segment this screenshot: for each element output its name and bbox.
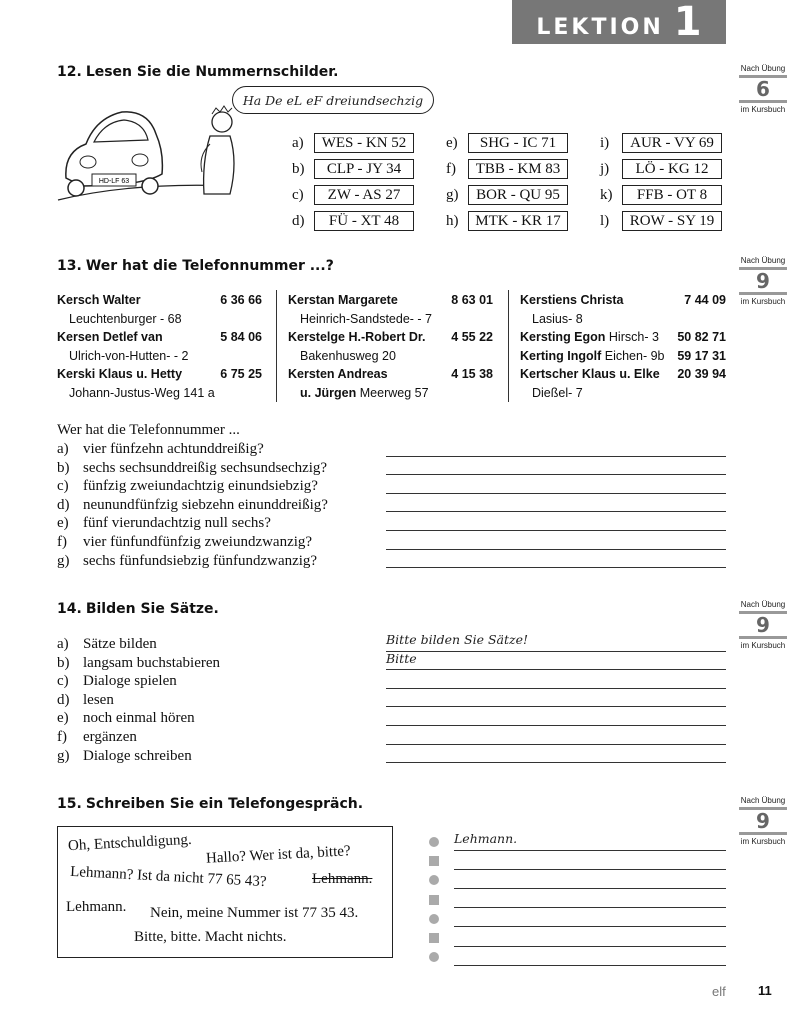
answer-line[interactable] [386, 474, 726, 494]
section-title-text: Schreiben Sie ein Telefongespräch. [85, 796, 364, 812]
entry-address: Leuchtenburger - 68 [69, 311, 182, 326]
license-plate: MTK - KR 17 [468, 211, 568, 231]
page-number: 11 [758, 983, 772, 998]
speech-bubble [232, 86, 434, 114]
answer-line[interactable] [386, 688, 726, 708]
question-text: sechs sechsunddreißig sechsundsechzig? [83, 459, 328, 476]
dialog-answer-line[interactable] [454, 869, 726, 889]
entry-number: 6 75 25 [220, 367, 262, 381]
exercise-item [57, 728, 137, 747]
headlight-icon [132, 154, 148, 166]
section-number: 12. [57, 64, 82, 80]
section-12-title [57, 64, 339, 80]
entry-number: 5 84 06 [220, 330, 262, 344]
car-illustration [52, 82, 242, 210]
section-title-text: Lesen Sie die Nummernschilder. [85, 64, 339, 80]
dialog-phrase: Lehmann. [66, 899, 127, 915]
item-letter: c) [292, 187, 304, 203]
license-plate: FÜ - XT 48 [314, 211, 414, 231]
license-plate-item [600, 211, 722, 231]
question-item [57, 477, 318, 496]
license-plate: AUR - VY 69 [622, 133, 722, 153]
answer-line[interactable]: Bitte bilden Sie Sätze! [386, 632, 726, 652]
phonebook-column-2 [288, 291, 493, 402]
column-divider [276, 290, 277, 402]
phonebook-entry [57, 365, 262, 384]
dialog-phrase: Lehmann? Ist da nicht 77 65 43? [69, 863, 267, 891]
entry-name: Kerting Ingolf [520, 348, 602, 363]
license-plate: BOR - QU 95 [468, 185, 568, 205]
lektion-label: LEKTION [536, 14, 664, 40]
exercise-item [57, 654, 220, 673]
phonebook-column-3 [520, 291, 726, 402]
entry-name: Kersting Egon [520, 330, 606, 344]
license-plate-item [292, 133, 414, 153]
item-letter: k) [600, 187, 613, 203]
dialog-answer-line[interactable] [454, 889, 726, 909]
entry-address: Lasius- 8 [532, 311, 583, 326]
circle-marker-icon [429, 914, 439, 924]
answer-line[interactable] [386, 437, 726, 457]
phonebook-entry [288, 365, 493, 384]
dialog-phrase: Oh, Entschuldigung. [67, 831, 193, 855]
entry-number: 6 36 66 [220, 293, 262, 307]
page-word: elf [712, 984, 726, 999]
question-intro: Wer hat die Telefonnummer ... [57, 422, 240, 438]
car-wheel-icon [68, 180, 84, 196]
square-marker-icon [429, 933, 439, 943]
item-letter: b) [57, 654, 70, 671]
ref-nach: Nach Übung [740, 796, 786, 805]
exercise-item [57, 709, 195, 728]
license-plate: CLP - JY 34 [314, 159, 414, 179]
item-letter: e) [57, 515, 69, 532]
dialog-phrase: Nein, meine Nummer ist 77 35 43. [150, 905, 359, 921]
license-plate-item [446, 159, 568, 179]
ref-kursbuch: im Kursbuch [740, 105, 786, 114]
license-plate-item [446, 133, 568, 153]
answer-line[interactable] [386, 744, 726, 764]
item-letter: b) [57, 459, 70, 476]
entry-address: Dießel- 7 [532, 385, 583, 400]
question-text: vier fünfundfünfzig zweiundzwanzig? [83, 534, 313, 550]
question-text: neunundfünfzig siebzehn einunddreißig? [83, 496, 328, 513]
exercise-item [57, 691, 114, 710]
entry-number: 20 39 94 [677, 367, 726, 381]
item-letter: g) [57, 552, 70, 569]
license-plate-item [292, 211, 414, 231]
entry-address: Hirsch- 3 [608, 330, 659, 344]
ref-kursbuch: im Kursbuch [740, 837, 786, 846]
exercise-item [57, 747, 192, 766]
dialog-answer-line[interactable]: Lehmann. [454, 831, 726, 851]
lektion-header [512, 0, 726, 44]
dialog-phrase: Bitte, bitte. Macht nichts. [134, 929, 287, 945]
item-letter: j) [600, 161, 610, 177]
section-number: 14. [57, 601, 82, 617]
ref-box-13 [735, 256, 791, 306]
entry-address: Johann-Justus-Weg 141 a [69, 385, 215, 400]
phonebook-entry [288, 328, 493, 347]
entry-address-text: Meerweg 57 [359, 385, 429, 400]
entry-address: Bakenhusweg 20 [300, 348, 396, 363]
item-text: Sätze bilden [83, 636, 157, 652]
item-letter: d) [292, 213, 305, 229]
section-title-text: Wer hat die Telefonnummer ...? [85, 258, 334, 274]
item-letter: f) [57, 534, 67, 550]
answer-line[interactable] [386, 511, 726, 531]
item-letter: a) [57, 441, 69, 457]
circle-marker-icon [429, 837, 439, 847]
dialog-sentence-box [57, 826, 393, 958]
license-plate: ROW - SY 19 [622, 211, 722, 231]
section-number: 13. [57, 258, 82, 274]
circle-marker-icon [429, 952, 439, 962]
item-text: Dialoge schreiben [83, 747, 192, 764]
item-letter: d) [57, 691, 70, 708]
question-text: vier fünfzehn achtunddreißig? [83, 441, 264, 457]
section-14-title [57, 601, 219, 617]
ref-box-12 [735, 64, 791, 114]
entry-name: Kersen Detlef van [57, 330, 163, 344]
section-number: 15. [57, 796, 82, 812]
entry-number: 4 15 38 [451, 367, 493, 381]
license-plate: ZW - AS 27 [314, 185, 414, 205]
entry-address: Ulrich-von-Hutten- - 2 [69, 348, 189, 363]
dialog-answer-line[interactable] [454, 946, 726, 966]
ref-kursbuch: im Kursbuch [740, 641, 786, 650]
item-letter: d) [57, 496, 70, 513]
phonebook-entry [520, 365, 726, 384]
section-15-title [57, 796, 363, 812]
entry-name: Kerstan Margarete [288, 293, 398, 307]
item-text: ergänzen [83, 729, 137, 745]
question-item [57, 459, 327, 478]
ref-number: 9 [739, 807, 787, 835]
phonebook-entry [288, 291, 493, 310]
dialog-answer-line[interactable] [454, 850, 726, 870]
dialog-phrase-crossed: Lehmann. [312, 871, 373, 887]
item-letter: e) [446, 135, 458, 151]
ref-number: 9 [739, 267, 787, 295]
entry-address: Eichen- 9b [604, 348, 665, 363]
section-title-text: Bilden Sie Sätze. [85, 601, 219, 617]
entry-address [288, 384, 493, 403]
answer-line[interactable] [386, 456, 726, 476]
license-plate-item [600, 159, 722, 179]
ref-nach: Nach Übung [740, 256, 786, 265]
item-letter: g) [446, 187, 459, 203]
entry-number: 59 17 31 [677, 348, 726, 363]
license-plate: LÖ - KG 12 [622, 159, 722, 179]
license-plate-item [292, 185, 414, 205]
question-item [57, 533, 312, 552]
ref-number: 6 [739, 75, 787, 103]
entry-name: Kerstelge H.-Robert Dr. [288, 330, 426, 344]
answer-line[interactable] [386, 669, 726, 689]
license-plate: SHG - IC 71 [468, 133, 568, 153]
license-plate-item [446, 211, 568, 231]
license-plate: FFB - OT 8 [622, 185, 722, 205]
item-letter: a) [292, 135, 304, 151]
item-letter: g) [57, 747, 70, 764]
phonebook-entry [57, 291, 262, 310]
person-body [204, 136, 234, 194]
entry-number: 8 63 01 [451, 293, 493, 307]
answer-line[interactable] [386, 725, 726, 745]
license-plate-item [600, 133, 722, 153]
square-marker-icon [429, 895, 439, 905]
entry-number: 4 55 22 [451, 330, 493, 344]
answer-line[interactable] [386, 493, 726, 513]
question-text: fünfzig zweiundachtzig einundsiebzig? [83, 478, 318, 495]
item-text: langsam buchstabieren [83, 654, 221, 671]
entry-name: Kerstiens Christa [520, 293, 624, 307]
entry-number: 7 44 09 [684, 293, 726, 307]
answer-line[interactable]: Bitte [386, 651, 726, 671]
item-text: lesen [83, 691, 114, 708]
item-text: Dialoge spielen [83, 673, 177, 690]
ref-kursbuch: im Kursbuch [740, 297, 786, 306]
entry-name: Kersten Andreas [288, 367, 388, 381]
section-13-title [57, 258, 334, 274]
dialog-answer-line[interactable] [454, 927, 726, 947]
phonebook-entry [520, 328, 726, 347]
license-plate-item [292, 159, 414, 179]
item-letter: i) [600, 135, 610, 151]
item-letter: f) [446, 161, 456, 177]
phonebook-entry [520, 291, 726, 310]
entry-number: 50 82 71 [677, 330, 726, 344]
question-item [57, 552, 317, 571]
question-item [57, 514, 271, 533]
item-letter: e) [57, 710, 69, 727]
entry-address-bold: u. Jürgen [300, 385, 357, 400]
question-text: fünf vierundachtzig null sechs? [83, 515, 271, 532]
question-text: sechs fünfundsiebzig fünfundzwanzig? [83, 552, 318, 569]
item-letter: b) [292, 161, 305, 177]
speech-text: Ha De eL eF dreiundsechzig [242, 92, 424, 108]
exercise-item [57, 672, 177, 691]
phonebook-entry [57, 328, 262, 347]
license-plate: WES - KN 52 [314, 133, 414, 153]
car-wheel-icon [142, 178, 158, 194]
dialog-phrase: Hallo? Wer ist da, bitte? [205, 843, 352, 867]
person-head [212, 112, 232, 132]
car-plate-text: HD-LF 63 [98, 178, 130, 185]
lektion-number: 1 [673, 0, 702, 45]
entry-name: Kerski Klaus u. Hetty [57, 367, 183, 381]
ref-box-14 [735, 600, 791, 650]
answer-line[interactable] [386, 549, 726, 569]
answer-line[interactable] [386, 706, 726, 726]
exercise-item [57, 635, 157, 654]
item-letter: c) [57, 478, 69, 495]
ref-nach: Nach Übung [740, 600, 786, 609]
headlight-icon [80, 156, 96, 168]
ref-nach: Nach Übung [740, 64, 786, 73]
phonebook-entry [520, 347, 726, 366]
item-letter: a) [57, 636, 69, 652]
item-letter: c) [57, 673, 69, 690]
license-plate: TBB - KM 83 [468, 159, 568, 179]
question-item [57, 440, 264, 459]
ref-box-15 [735, 796, 791, 846]
dialog-answer-line[interactable] [454, 908, 726, 928]
item-letter: l) [600, 213, 610, 229]
circle-marker-icon [429, 875, 439, 885]
entry-name: Kertscher Klaus u. Elke [520, 367, 660, 381]
entry-name: Kersch Walter [57, 293, 141, 307]
square-marker-icon [429, 856, 439, 866]
answer-line[interactable] [386, 530, 726, 550]
ref-number: 9 [739, 611, 787, 639]
item-letter: f) [57, 729, 67, 745]
license-plate-item [600, 185, 722, 205]
license-plate-item [446, 185, 568, 205]
phonebook-column-1 [57, 291, 262, 402]
item-letter: h) [446, 213, 459, 229]
entry-address: Heinrich-Sandstede- - 7 [300, 311, 433, 326]
question-item [57, 496, 328, 515]
item-text: noch einmal hören [83, 710, 195, 727]
column-divider [508, 290, 509, 402]
